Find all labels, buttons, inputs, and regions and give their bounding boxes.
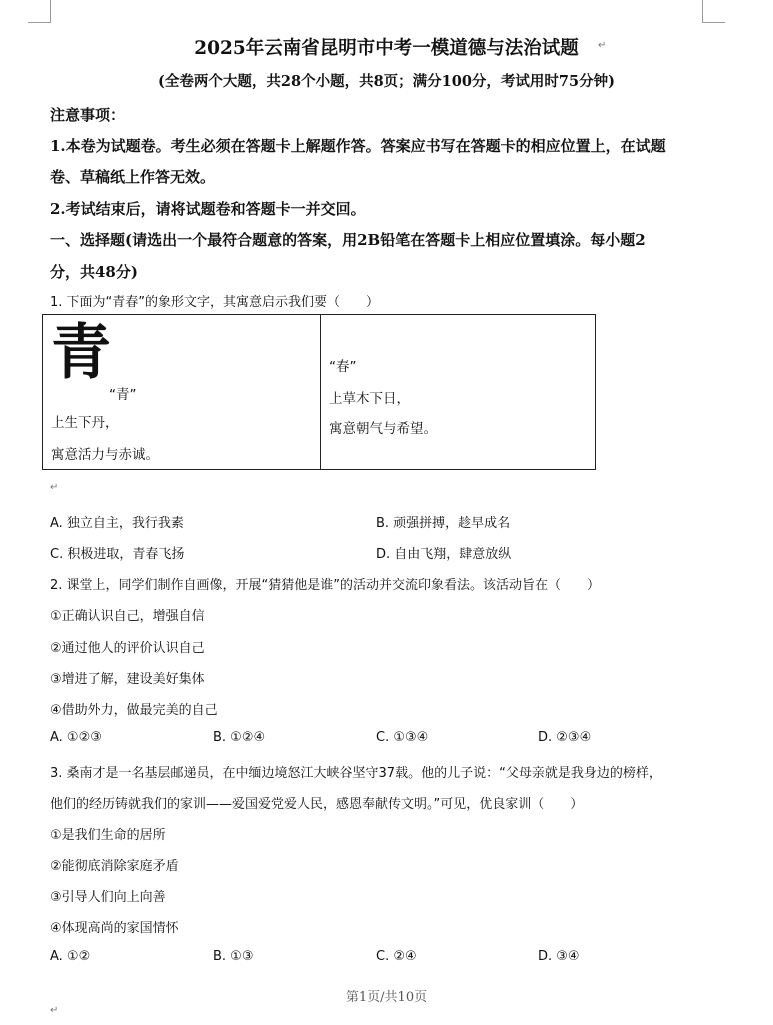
q3-option-b: B. ①③ [213,949,254,964]
section-heading-line1: 一、选择题(请选出一个最符合题意的答案，用2B铅笔在答题卡上相应位置填涂。每小题2 [50,231,646,249]
left-cell-line1: 上生下丹， [51,415,119,431]
q2-option-d: D. ②③④ [538,730,592,745]
q2-statement-1: ①正确认识自己，增强自信 [50,609,205,624]
q3-statement-2: ②能彻底消除家庭矛盾 [50,859,179,874]
q3-option-a: A. ①② [50,949,91,964]
seal-glyph-qing: 青 [51,318,111,388]
right-cell-label: “春” [329,359,357,375]
q2-option-c: C. ①③④ [376,730,429,745]
q2-option-b: B. ①②④ [213,730,266,745]
note-item-1-line2: 卷、草稿纸上作答无效。 [50,168,216,186]
crop-mark-top-left [28,0,51,23]
paragraph-mark: ↵ [598,40,607,51]
section-heading-line2: 分，共48分) [50,263,138,281]
left-cell-label: “青” [109,387,137,403]
left-cell-line2: 寓意活力与赤诚。 [51,447,159,463]
question-1-stem: 1. 下面为“青春”的象形文字，其寓意启示我们要（ ） [50,295,380,310]
question-2-stem: 2. 课堂上，同学们制作自画像，开展“猜猜他是谁”的活动并交流印象看法。该活动旨在（ ） [50,578,601,593]
question-3-stem-line1: 3. 桑南才是一名基层邮递员，在中缅边境怒江大峡谷坚守37载。他的儿子说：“父母亲就是我身边的榜样， [50,766,662,781]
q1-option-c: C. 积极进取，青春飞扬 [50,547,185,562]
q3-statement-4: ④体现高尚的家国情怀 [50,921,179,936]
q3-option-c: C. ②④ [376,949,417,964]
q2-statement-3: ③增进了解，建设美好集体 [50,672,205,687]
page-footer: 第1页/共10页 [345,990,428,1005]
right-cell-line1: 上草木下日， [329,391,410,407]
q1-option-b: B. 顽强拼搏，趁早成名 [376,516,511,531]
notes-heading: 注意事项： [50,106,126,124]
paragraph-mark: ↵ [50,482,59,493]
note-item-1-line1: 1.本卷为试题卷。考生必须在答题卡上解题作答。答案应书写在答题卡的相应位置上，在试题 [50,137,666,155]
exam-title: 2025年云南省昆明市中考一模道德与法治试题 [194,38,579,59]
question-3-stem-line2: 他们的经历铸就我们的家训——爱国爱党爱人民，感恩奉献传文明。”可见，优良家训（ ） [50,797,584,812]
right-cell-line2: 寓意朝气与希望。 [329,421,437,437]
paragraph-mark: ↵ [50,1005,59,1016]
table-divider [320,315,321,469]
q3-option-d: D. ③④ [538,949,580,964]
note-item-2: 2.考试结束后，请将试题卷和答题卡一并交回。 [50,200,366,218]
q2-option-a: A. ①②③ [50,730,102,745]
q2-statement-4: ④借助外力，做最完美的自己 [50,703,218,718]
exam-subtitle: (全卷两个大题，共28个小题，共8页；满分100分，考试用时75分钟) [158,73,615,90]
question-1-table [42,314,596,470]
q1-option-a: A. 独立自主，我行我素 [50,516,184,531]
crop-mark-top-right [702,0,725,23]
q2-statement-2: ②通过他人的评价认识自己 [50,641,205,656]
q3-statement-1: ①是我们生命的居所 [50,828,166,843]
q3-statement-3: ③引导人们向上向善 [50,890,166,905]
q1-option-d: D. 自由飞翔，肆意放纵 [376,547,512,562]
